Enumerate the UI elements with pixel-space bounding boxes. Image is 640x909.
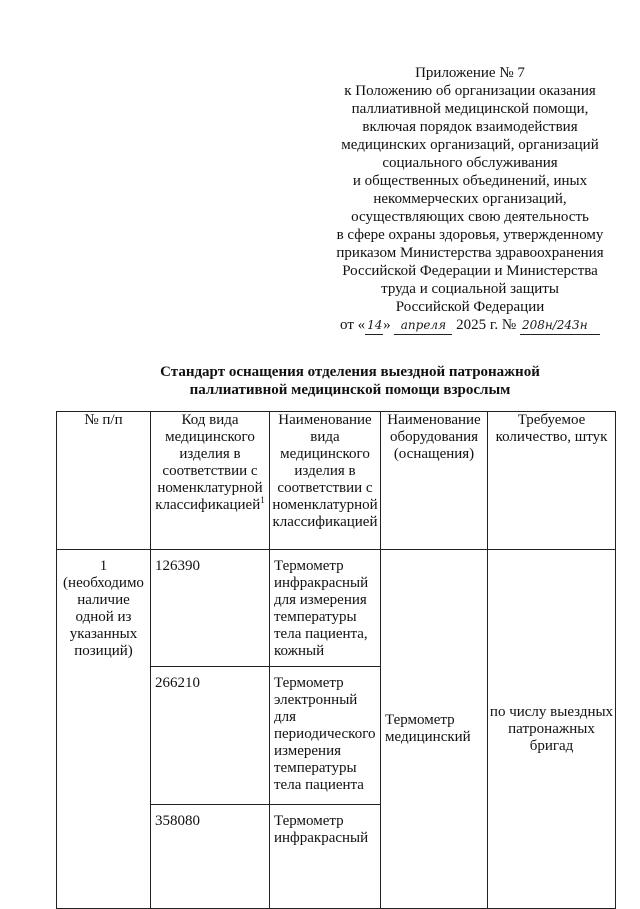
appendix-line: приказом Министерства здравоохранения — [336, 245, 604, 261]
appendix-line: Российской Федерации — [395, 299, 545, 315]
type-name-cell: Термометр инфракрасный — [270, 805, 381, 909]
appendix-line: включая порядок взаимодействия — [362, 119, 578, 135]
handwritten-month: апреля — [394, 316, 452, 335]
title-line-1: Стандарт оснащения отделения выездной патронажной — [160, 364, 540, 380]
quantity-cell: по числу выездных патронажных бригад — [488, 550, 616, 909]
appendix-line: некоммерческих организаций, — [373, 191, 567, 207]
code-cell: 126390 — [151, 550, 270, 667]
handwritten-order-number: 208н/243н — [520, 316, 600, 335]
date-prefix: от « — [340, 317, 366, 333]
appendix-line: в сфере охраны здоровья, утвержденному — [336, 227, 604, 243]
type-name-cell: Термометр электронный для периодического измерения температуры тела пациента — [270, 667, 381, 805]
code-cell: 266210 — [151, 667, 270, 805]
appendix-line: социального обслуживания — [382, 155, 558, 171]
handwritten-day: 14 — [365, 316, 383, 335]
equipment-standard-table — [56, 411, 616, 909]
title-line-2: паллиативной медицинской помощи взрослым — [189, 382, 511, 398]
appendix-line: к Положению об организации оказания — [344, 83, 596, 99]
header-equipment: Наименование оборудования (оснащения) — [381, 412, 488, 550]
appendix-line: Приложение № 7 — [415, 65, 525, 81]
row-note: (необходимо наличие одной из указанных позиций) — [63, 575, 144, 659]
document-title — [100, 363, 600, 399]
appendix-line: осуществляющих свою деятельность — [351, 209, 589, 225]
date-mid: » — [383, 317, 391, 333]
appendix-line: Российской Федерации и Министерства — [342, 263, 598, 279]
header-quantity: Требуемое количество, штук — [488, 412, 616, 550]
header-type-name: Наименование вида медицинского изделия в соответствии с номенклатурной классификацией — [270, 412, 381, 550]
table-header-row — [57, 412, 616, 550]
code-cell: 358080 — [151, 805, 270, 909]
table-row — [57, 550, 616, 667]
order-date-line — [300, 316, 640, 335]
header-code: Код вида медицинского изделия в соответствии с номенклатурной классификацией$^1$ — [151, 412, 270, 550]
appendix-line: паллиативной медицинской помощи, — [351, 101, 589, 117]
row-number-cell — [57, 550, 151, 909]
appendix-header — [300, 64, 640, 335]
appendix-line: медицинских организаций, организаций — [341, 137, 599, 153]
date-year: 2025 г. № — [456, 317, 517, 333]
row-number: 1 — [99, 558, 108, 574]
header-num: № п/п — [57, 412, 151, 550]
footnote-marker: 1 — [260, 495, 265, 505]
type-name-cell: Термометр инфракрасный для измерения температуры тела пациента, кожный — [270, 550, 381, 667]
equipment-name-cell: Термометр медицинский — [381, 550, 488, 909]
appendix-line: и общественных объединений, иных — [352, 173, 588, 189]
appendix-line: труда и социальной защиты — [381, 281, 559, 297]
